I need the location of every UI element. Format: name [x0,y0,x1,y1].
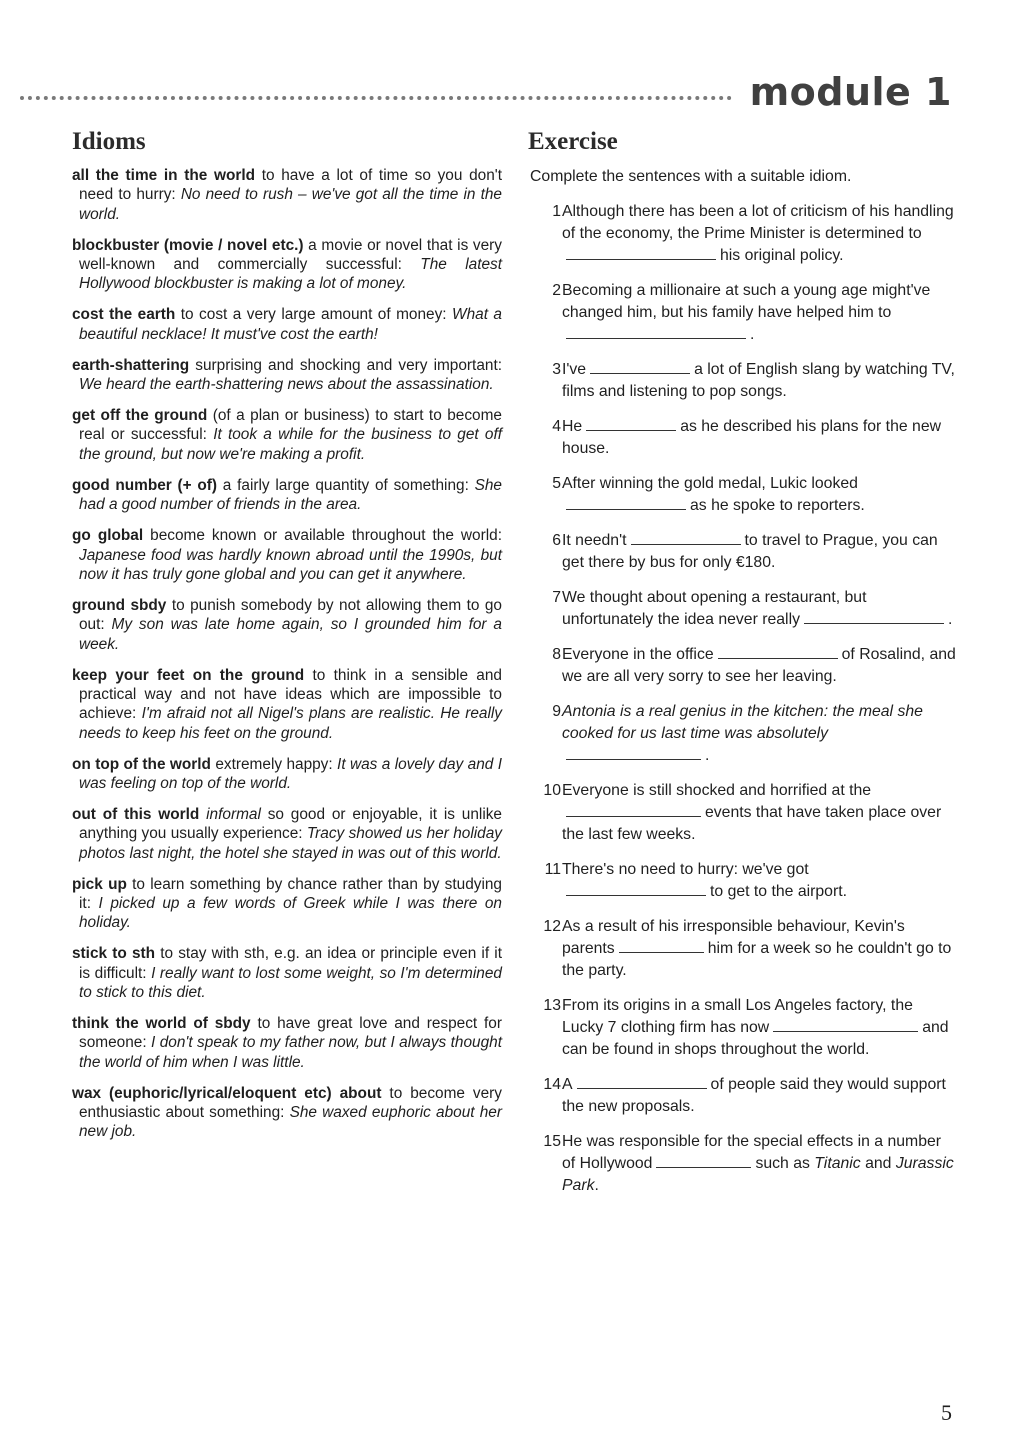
exercise-list [528,201,956,1197]
idiom-entry [72,755,502,794]
idiom-register: informal [206,805,261,823]
idiom-example: She waxed euphoric about her new job. [79,1104,502,1141]
idiom-entry [72,805,502,863]
idiom-term: cost the earth [72,306,176,324]
idiom-definition: a movie or novel that is very well-known and commercially successful: [79,236,502,273]
answer-blank[interactable] [566,324,746,339]
idiom-example: I really want to lost some weight, so I'm determined to stick to this diet. [79,964,502,1001]
exercise-heading: Exercise [528,128,618,155]
sentence-start: He was responsible for the special effects in a number of Hollywood [562,1133,942,1172]
idiom-term: stick to sth [72,945,156,963]
item-number: 6 [552,532,561,549]
page-number: 5 [941,1400,952,1425]
item-sentence [562,859,956,903]
idioms-heading: Idioms [72,128,146,155]
exercise-item [528,859,956,903]
idiom-example: I'm afraid not all Nigel's plans are realistic. He really needs to keep his feet on the ground. [79,705,503,742]
exercise-column [528,128,956,1210]
exercise-item [528,1131,956,1197]
idiom-entry [72,406,502,464]
idiom-entry [72,305,502,344]
idiom-term: get off the ground [72,407,208,425]
sentence-end: and can be found in shops throughout the world. [562,1019,949,1058]
answer-blank[interactable] [566,495,686,510]
answer-blank[interactable] [773,1017,918,1032]
sentence-start: We thought about opening a restaurant, but unfortunately the idea never really [562,589,867,628]
idiom-term: go global [72,527,144,545]
exercise-item [528,530,956,574]
exercise-instruction: Complete the sentences with a suitable idiom. [530,168,852,185]
item-sentence [562,995,956,1061]
item-sentence [562,644,956,688]
item-number: 3 [552,361,561,378]
sentence-end: a lot of English slang by watching TV, films and listening to pop songs. [562,361,955,400]
exercise-item [528,280,956,346]
idiom-entry [72,236,502,294]
idiom-definition: to have a lot of time so you don't need to hurry: [79,167,502,204]
sentence-start: I've [562,361,587,378]
answer-blank[interactable] [656,1153,751,1168]
idiom-example: What a beautiful necklace! It must've cost the earth! [79,306,502,343]
idiom-term: out of this world [72,805,200,823]
exercise-item [528,995,956,1061]
sentence-start: Antonia is a real genius in the kitchen: the meal she cooked for us last time was absolutely [562,703,923,742]
idiom-definition: surprising and shocking and very important: [189,356,502,374]
sentence-start: After winning the gold medal, Lukic looked [562,475,858,492]
item-sentence [562,916,956,982]
idiom-definition: a fairly large quantity of something: [217,476,475,494]
idiom-entry [72,166,502,224]
item-sentence [562,780,956,846]
sentence-end: as he described his plans for the new house. [562,418,942,457]
idiom-term: all the time in the world [72,167,256,184]
idiom-entry [72,944,502,1002]
sentence-start: He [562,418,583,435]
idiom-entry [72,875,502,933]
item-number: 10 [543,782,561,799]
idiom-term: ground sbdy [72,596,167,614]
sentence-start: As a result of his irresponsible behaviour, Kevin's parents [562,918,905,957]
idiom-entry [72,356,502,395]
exercise-item [528,587,956,631]
item-sentence [562,359,956,403]
sentence-end: events that have taken place over the last few weeks. [562,804,942,843]
idiom-example: It took a while for the business to get off the ground, but now we're making a profit. [79,426,503,463]
idiom-example: The latest Hollywood blockbuster is making a lot of money. [79,255,502,293]
item-sentence [562,473,956,517]
idiom-term: blockbuster (movie / novel etc.) [72,236,304,254]
idiom-definition: to become very enthusiastic about something: [79,1084,502,1122]
answer-blank[interactable] [566,881,706,896]
exercise-item [528,644,956,688]
sentence-end: to get to the airport. [710,883,847,900]
answer-blank[interactable] [804,609,944,624]
idiom-entry [72,596,502,654]
sentence-end: as he spoke to reporters. [690,497,865,514]
item-sentence [562,416,956,460]
exercise-item [528,473,956,517]
idiom-entry [72,1014,502,1072]
idiom-example: We heard the earth-shattering news about the assassination. [79,376,494,394]
exercise-item [528,201,956,267]
idiom-entry [72,526,502,584]
idiom-term: keep your feet on the ground [72,666,305,684]
sentence-end: . [705,747,710,764]
idiom-example: It was a lovely day and I was feeling on top of the world. [79,755,502,792]
dotted-rule [20,96,732,100]
item-number: 7 [552,589,561,606]
item-sentence [562,1074,956,1118]
sentence-part: and [860,1155,896,1172]
idiom-definition: to stay with sth, e.g. an idea or principle even if it is difficult: [79,945,502,982]
module-title: module 1 [749,70,952,114]
sentence-start: From its origins in a small Los Angeles factory, the Lucky 7 clothing firm has now [562,997,913,1036]
sentence-start: It needn't [562,532,627,549]
sentence-end: . [947,611,953,628]
answer-blank[interactable] [631,530,741,545]
idiom-example: Tracy showed us her holiday photos last night, the hotel she stayed in was out of this world. [79,825,502,862]
exercise-item [528,359,956,403]
idiom-term: earth-shattering [72,356,190,374]
answer-blank[interactable] [718,644,838,659]
item-number: 2 [552,282,561,299]
idiom-list [72,166,502,1142]
answer-blank[interactable] [586,416,676,431]
sentence-part: Jurassic Park [562,1155,954,1194]
idiom-example: My son was late home again, so I grounded him for a week. [79,616,502,653]
item-number: 5 [552,475,561,492]
idiom-definition: to think in a sensible and practical way and not have ideas which are impossible to achieve: [79,666,502,723]
exercise-item [528,701,956,767]
item-number: 8 [552,646,561,663]
idiom-term: wax (euphoric/lyrical/eloquent etc) about [72,1084,382,1102]
idiom-definition: (of a plan or business) to start to become real or successful: [79,407,502,444]
sentence-start: There's no need to hurry: we've got [562,861,809,878]
idiom-example: She had a good number of friends in the area. [79,476,502,514]
item-number: 12 [543,918,561,935]
idiom-term: pick up [72,875,127,893]
answer-blank[interactable] [566,745,701,760]
sentence-start: Becoming a millionaire at such a young age might've changed him, but his family have helped him to [562,282,931,321]
item-number: 4 [552,418,561,435]
item-sentence [562,587,956,631]
item-number: 13 [543,997,561,1014]
sentence-part: . [594,1177,599,1194]
sentence-end: to travel to Prague, you can get there by bus for only €180. [562,532,938,571]
item-number: 15 [543,1133,561,1150]
item-number: 1 [552,203,561,220]
item-sentence [562,280,956,346]
answer-blank[interactable] [590,359,690,374]
sentence-end: such as [755,1155,810,1172]
exercise-item [528,1074,956,1118]
sentence-start: Everyone is still shocked and horrified at the [562,782,872,799]
idiom-entry [72,1084,502,1142]
idiom-definition-cont: so good or enjoyable, it is unlike anything you usually experience: [79,805,502,843]
sentence-end: of Rosalind, and we are all very sorry to see her leaving. [562,646,956,685]
idiom-term: on top of the world [72,755,211,773]
idiom-entry [72,476,502,515]
idiom-definition: extremely happy: [210,755,338,773]
idiom-definition: to learn something by chance rather than by studying it: [79,875,502,912]
idiom-definition: to punish somebody by not allowing them to go out: [79,596,502,634]
answer-blank[interactable] [566,802,701,817]
idiom-term: good number (+ of) [72,476,218,494]
answer-blank[interactable] [619,938,704,953]
idiom-definition: become known or available throughout the world: [143,527,502,545]
item-number: 14 [543,1076,561,1093]
item-sentence [562,1131,956,1197]
exercise-item [528,416,956,460]
idiom-example: Japanese food was hardly known abroad until the 1990s, but now it has truly gone global and you can get it anywhere. [79,546,502,583]
idiom-term: think the world of sbdy [72,1015,251,1033]
item-sentence [562,201,956,267]
sentence-part: Titanic [814,1155,861,1172]
answer-blank[interactable] [566,245,716,260]
item-sentence [562,701,956,767]
page-header [20,70,952,114]
idiom-entry [72,666,502,743]
sentence-end: of people said they would support the new proposals. [562,1076,946,1115]
sentence-start: Everyone in the office [562,646,714,663]
sentence-start: Although there has been a lot of criticism of his handling of the economy, the Prime Minister is determined to [562,203,954,242]
sentence-end: him for a week so he couldn't go to the party. [562,940,952,979]
idioms-column [72,128,502,1153]
idiom-definition: to cost a very large amount of money: [175,306,453,324]
exercise-item [528,916,956,982]
idiom-example: No need to rush – we've got all the time in the world. [79,186,502,223]
idiom-example: I don't speak to my father now, but I always thought the world of him when I was little. [79,1034,502,1071]
idiom-example: I picked up a few words of Greek while I was there on holiday. [79,894,502,932]
answer-blank[interactable] [577,1074,707,1089]
exercise-item [528,780,956,846]
sentence-start: A [562,1076,573,1093]
item-sentence [562,530,956,574]
sentence-end: . [750,326,755,343]
sentence-end: his original policy. [720,247,844,264]
item-number: 11 [544,861,561,878]
idiom-definition: to have great love and respect for someone: [79,1015,502,1052]
item-number: 9 [552,703,561,720]
